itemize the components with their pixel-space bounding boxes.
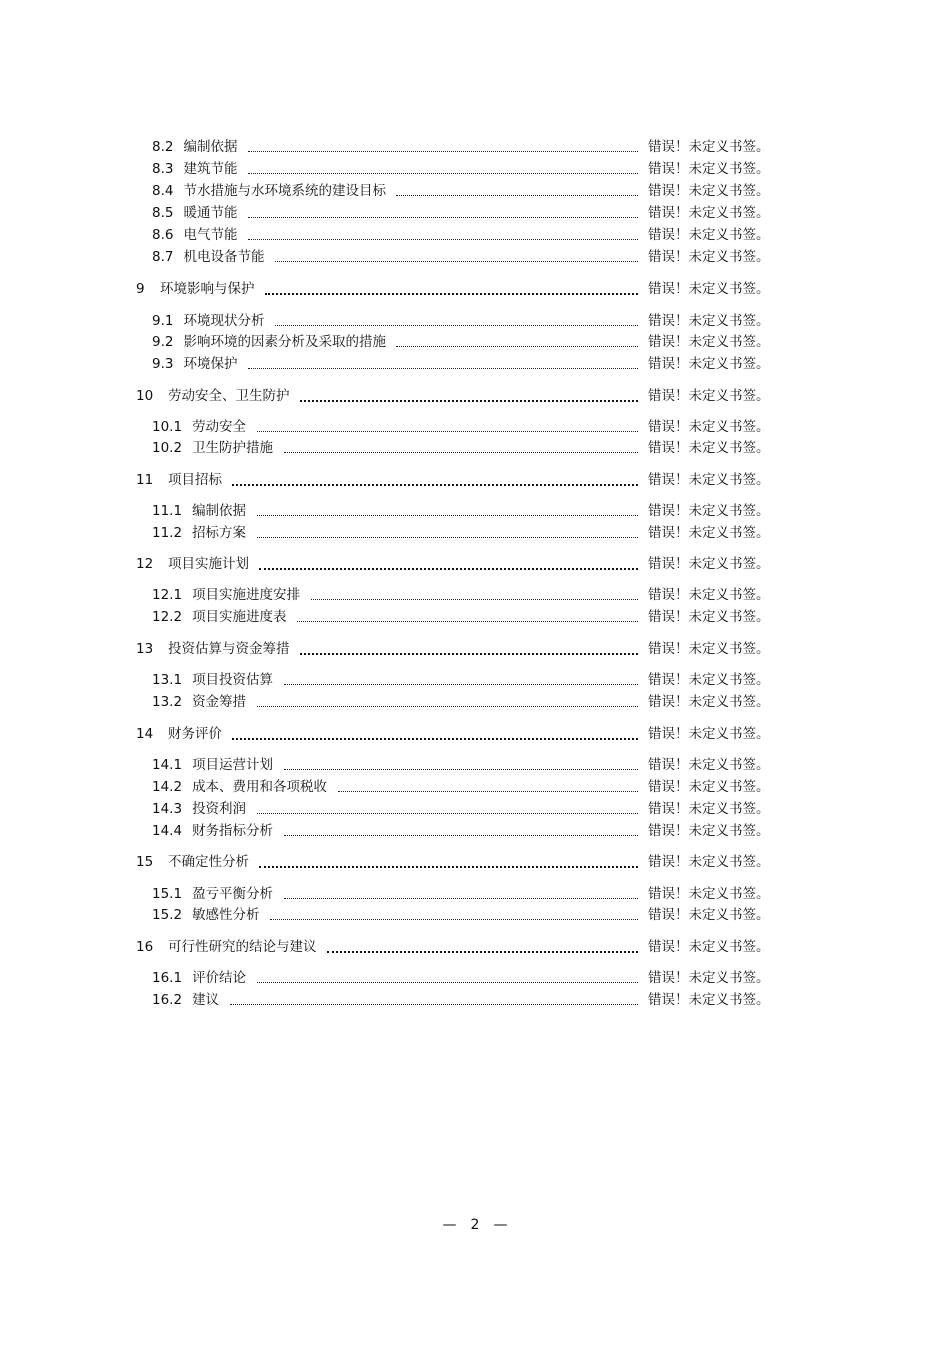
toc-entry-page: 错误！未定义书签。 xyxy=(648,907,770,923)
toc-entry-number: 9.2 xyxy=(152,334,174,350)
toc-entry-title: 项目实施计划 xyxy=(168,556,249,572)
toc-entry[interactable] xyxy=(152,670,273,690)
toc-entry-page: 错误！未定义书签。 xyxy=(648,779,770,795)
toc-dot-leader xyxy=(248,217,638,218)
toc-entry[interactable] xyxy=(152,777,327,797)
toc-dot-leader xyxy=(257,515,638,516)
toc-entry-page: 错误！未定义书签。 xyxy=(648,183,770,199)
toc-entry-number: 8.7 xyxy=(152,249,174,265)
toc-entry[interactable] xyxy=(152,417,246,437)
toc-entry[interactable] xyxy=(136,470,222,490)
toc-entry[interactable] xyxy=(136,386,290,406)
toc-entry-page: 错误！未定义书签。 xyxy=(648,472,770,488)
toc-dot-leader xyxy=(270,919,638,920)
toc-entry-title: 资金筹措 xyxy=(192,694,247,710)
toc-dot-leader xyxy=(284,452,638,453)
toc-entry[interactable] xyxy=(136,724,222,744)
toc-entry-title: 建筑节能 xyxy=(183,161,238,177)
toc-entry-number: 9.3 xyxy=(152,356,174,372)
toc-entry-page: 错误！未定义书签。 xyxy=(648,886,770,902)
toc-entry-title: 成本、费用和各项税收 xyxy=(192,779,328,795)
toc-entry-page: 错误！未定义书签。 xyxy=(648,854,770,870)
toc-entry-number: 15 xyxy=(136,854,154,870)
toc-entry-page: 错误！未定义书签。 xyxy=(648,726,770,742)
toc-entry-page: 错误！未定义书签。 xyxy=(648,139,770,155)
toc-entry-page: 错误！未定义书签。 xyxy=(648,227,770,243)
toc-entry-page: 错误！未定义书签。 xyxy=(648,419,770,435)
toc-entry-number: 14.3 xyxy=(152,801,183,817)
toc-entry-page: 错误！未定义书签。 xyxy=(648,356,770,372)
toc-dot-leader xyxy=(396,346,638,347)
toc-entry[interactable] xyxy=(152,137,237,157)
toc-entry[interactable] xyxy=(152,181,386,201)
toc-entry-page: 错误！未定义书签。 xyxy=(648,823,770,839)
toc-entry-number: 14.4 xyxy=(152,823,183,839)
toc-dot-leader xyxy=(284,898,638,899)
toc-dot-leader xyxy=(396,195,638,196)
toc-entry-title: 机电设备节能 xyxy=(183,249,265,265)
toc-dot-leader xyxy=(257,431,638,432)
toc-entry-number: 11.1 xyxy=(152,503,183,519)
toc-entry-number: 10.1 xyxy=(152,419,183,435)
toc-entry-page: 错误！未定义书签。 xyxy=(648,313,770,329)
toc-entry-title: 编制依据 xyxy=(192,503,247,519)
toc-dot-leader xyxy=(327,951,638,953)
toc-entry[interactable] xyxy=(152,247,264,267)
toc-entry-number: 13 xyxy=(136,641,154,657)
toc-dot-leader xyxy=(257,982,638,983)
toc-entry-title: 投资估算与资金筹措 xyxy=(168,641,290,657)
toc-entry-page: 错误！未定义书签。 xyxy=(648,281,770,297)
toc-entry-page: 错误！未定义书签。 xyxy=(648,587,770,603)
toc-entry-number: 8.3 xyxy=(152,161,174,177)
toc-entry-title: 项目实施进度安排 xyxy=(192,587,301,603)
toc-entry[interactable] xyxy=(136,937,317,957)
toc-entry-page: 错误！未定义书签。 xyxy=(648,609,770,625)
toc-entry[interactable] xyxy=(152,968,246,988)
toc-dot-leader xyxy=(259,866,638,868)
toc-entry-title: 财务指标分析 xyxy=(192,823,274,839)
toc-dot-leader xyxy=(248,173,638,174)
toc-entry[interactable] xyxy=(152,799,246,819)
toc-entry[interactable] xyxy=(136,639,290,659)
toc-entry-title: 财务评价 xyxy=(168,726,222,742)
toc-entry[interactable] xyxy=(152,755,273,775)
toc-entry-number: 15.1 xyxy=(152,886,183,902)
toc-entry-page: 错误！未定义书签。 xyxy=(648,388,770,404)
toc-entry-title: 项目招标 xyxy=(168,472,222,488)
toc-dot-leader xyxy=(275,261,638,262)
toc-entry-title: 敏感性分析 xyxy=(192,907,260,923)
toc-entry-title: 评价结论 xyxy=(192,970,247,986)
toc-entry-number: 13.1 xyxy=(152,672,183,688)
toc-entry[interactable] xyxy=(152,501,246,521)
toc-entry-title: 环境现状分析 xyxy=(183,313,265,329)
toc-entry-title: 可行性研究的结论与建议 xyxy=(168,939,317,955)
toc-entry[interactable] xyxy=(136,279,255,299)
toc-entry-title: 劳动安全、卫生防护 xyxy=(168,388,290,404)
toc-entry-title: 投资利润 xyxy=(192,801,247,817)
toc-entry-number: 12 xyxy=(136,556,154,572)
toc-dot-leader xyxy=(311,599,638,600)
toc-entry-number: 14 xyxy=(136,726,154,742)
toc-entry-title: 建议 xyxy=(192,992,220,1008)
toc-entry[interactable] xyxy=(136,852,249,872)
toc-entry-number: 9 xyxy=(136,281,145,297)
toc-entry-number: 8.4 xyxy=(152,183,174,199)
toc-dot-leader xyxy=(338,791,638,792)
toc-entry-number: 9.1 xyxy=(152,313,174,329)
toc-entry-title: 电气节能 xyxy=(183,227,238,243)
toc-entry-number: 10.2 xyxy=(152,440,183,456)
toc-entry-number: 8.2 xyxy=(152,139,174,155)
toc-entry-number: 14.1 xyxy=(152,757,183,773)
toc-entry-page: 错误！未定义书签。 xyxy=(648,334,770,350)
toc-dot-leader xyxy=(275,325,638,326)
toc-entry[interactable] xyxy=(152,311,264,331)
toc-entry-number: 12.2 xyxy=(152,609,183,625)
toc-entry-page: 错误！未定义书签。 xyxy=(648,503,770,519)
toc-dot-leader xyxy=(232,738,638,740)
toc-entry-title: 盈亏平衡分析 xyxy=(192,886,274,902)
toc-entry-number: 11 xyxy=(136,472,154,488)
toc-dot-leader xyxy=(257,813,638,814)
toc-entry[interactable] xyxy=(152,225,237,245)
toc-entry-title: 项目运营计划 xyxy=(192,757,274,773)
page-number-footer: — 2 — xyxy=(442,1217,508,1233)
toc-entry-page: 错误！未定义书签。 xyxy=(648,992,770,1008)
toc-entry-number: 15.2 xyxy=(152,907,183,923)
toc-entry-title: 环境影响与保护 xyxy=(160,281,255,297)
toc-entry[interactable] xyxy=(152,438,273,458)
toc-entry-page: 错误！未定义书签。 xyxy=(648,161,770,177)
toc-dot-leader xyxy=(284,684,638,685)
toc-entry-page: 错误！未定义书签。 xyxy=(648,939,770,955)
toc-entry-number: 14.2 xyxy=(152,779,183,795)
toc-entry-title: 暖通节能 xyxy=(183,205,238,221)
toc-entry[interactable] xyxy=(152,884,273,904)
toc-entry-number: 16.1 xyxy=(152,970,183,986)
toc-entry-number: 12.1 xyxy=(152,587,183,603)
toc-dot-leader xyxy=(284,835,638,836)
toc-entry-page: 错误！未定义书签。 xyxy=(648,440,770,456)
toc-dot-leader xyxy=(297,621,638,622)
toc-entry-page: 错误！未定义书签。 xyxy=(648,205,770,221)
toc-entry-title: 劳动安全 xyxy=(192,419,247,435)
toc-entry[interactable] xyxy=(152,523,246,543)
toc-entry[interactable] xyxy=(152,692,246,712)
toc-dot-leader xyxy=(300,400,638,402)
toc-dot-leader xyxy=(248,368,638,369)
toc-entry-page: 错误！未定义书签。 xyxy=(648,556,770,572)
toc-dot-leader xyxy=(300,653,638,655)
toc-entry-page: 错误！未定义书签。 xyxy=(648,525,770,541)
toc-entry[interactable] xyxy=(152,905,260,925)
toc-dot-leader xyxy=(230,1004,638,1005)
toc-dot-leader xyxy=(284,769,638,770)
toc-entry-page: 错误！未定义书签。 xyxy=(648,672,770,688)
toc-entry-page: 错误！未定义书签。 xyxy=(648,641,770,657)
toc-entry[interactable] xyxy=(152,332,386,352)
toc-dot-leader xyxy=(265,293,638,295)
toc-entry[interactable] xyxy=(152,203,237,223)
toc-entry-number: 13.2 xyxy=(152,694,183,710)
toc-dot-leader xyxy=(257,537,638,538)
toc-entry-title: 节水措施与水环境系统的建设目标 xyxy=(183,183,386,199)
toc-dot-leader xyxy=(248,151,638,152)
toc-entry-page: 错误！未定义书签。 xyxy=(648,694,770,710)
toc-entry-title: 项目实施进度表 xyxy=(192,609,287,625)
toc-entry-title: 影响环境的因素分析及采取的措施 xyxy=(183,334,386,350)
toc-entry-number: 11.2 xyxy=(152,525,183,541)
toc-entry-number: 16 xyxy=(136,939,154,955)
toc-entry-title: 环境保护 xyxy=(183,356,238,372)
toc-entry-title: 项目投资估算 xyxy=(192,672,274,688)
toc-entry-title: 招标方案 xyxy=(192,525,247,541)
toc-entry[interactable] xyxy=(136,554,249,574)
toc-entry-title: 不确定性分析 xyxy=(168,854,249,870)
toc-entry[interactable] xyxy=(152,585,300,605)
toc-entry[interactable] xyxy=(152,354,237,374)
toc-entry[interactable] xyxy=(152,821,273,841)
toc-dot-leader xyxy=(259,568,638,570)
toc-entry-page: 错误！未定义书签。 xyxy=(648,970,770,986)
toc-entry-page: 错误！未定义书签。 xyxy=(648,801,770,817)
toc-entry-title: 编制依据 xyxy=(183,139,238,155)
toc-entry-title: 卫生防护措施 xyxy=(192,440,274,456)
toc-entry[interactable] xyxy=(152,990,219,1010)
toc-entry[interactable] xyxy=(152,607,287,627)
toc-dot-leader xyxy=(248,239,638,240)
toc-dot-leader xyxy=(257,706,638,707)
toc-entry-page: 错误！未定义书签。 xyxy=(648,249,770,265)
toc-entry-number: 10 xyxy=(136,388,154,404)
toc-dot-leader xyxy=(232,484,638,486)
toc-entry-number: 16.2 xyxy=(152,992,183,1008)
toc-entry[interactable] xyxy=(152,159,237,179)
toc-entry-number: 8.6 xyxy=(152,227,174,243)
toc-entry-number: 8.5 xyxy=(152,205,174,221)
toc-entry-page: 错误！未定义书签。 xyxy=(648,757,770,773)
